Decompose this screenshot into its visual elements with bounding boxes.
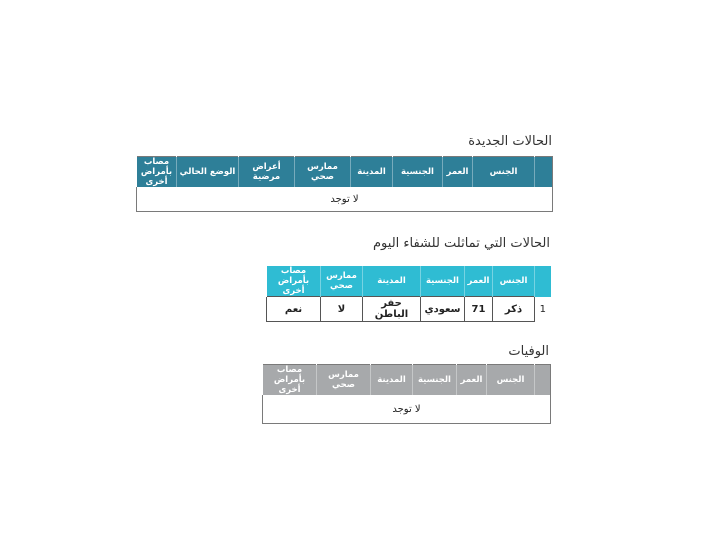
- col-nationality: الجنسية: [413, 365, 457, 396]
- row-number: 1: [539, 303, 546, 315]
- col-nationality: الجنسية: [393, 157, 443, 188]
- deaths-table: [262, 364, 551, 424]
- table-row: [267, 297, 551, 322]
- col-health-worker: ممارس صحي: [295, 157, 351, 188]
- recovered-header-row: [267, 266, 551, 297]
- col-health-worker: ممارس صحي: [321, 266, 363, 297]
- new-cases-empty-row: [137, 187, 553, 212]
- recovered-table: [266, 266, 551, 322]
- empty-text: لا توجد: [330, 193, 359, 205]
- col-city: المدينة: [351, 157, 393, 188]
- col-city: المدينة: [371, 365, 413, 396]
- col-gender: الجنس: [473, 157, 535, 188]
- deaths-title: الوفيات: [508, 344, 549, 359]
- cell-age: 71: [465, 297, 493, 322]
- col-other-diseases: مصاب بأمراض أخرى: [263, 365, 317, 396]
- col-status: الوضع الحالي: [177, 157, 239, 188]
- col-other-diseases: مصاب بأمراض أخرى: [267, 266, 321, 297]
- col-age: العمر: [465, 266, 493, 297]
- col-num: [535, 365, 551, 396]
- col-nationality: الجنسية: [421, 266, 465, 297]
- col-gender: الجنس: [493, 266, 535, 297]
- col-num: [535, 157, 553, 188]
- recovered-title: الحالات التي تماثلت للشفاء اليوم: [373, 236, 550, 251]
- col-other-diseases: مصاب بأمراض أخرى: [137, 157, 177, 188]
- col-age: العمر: [443, 157, 473, 188]
- cell-city: حفر الباطن: [363, 297, 421, 322]
- empty-text: لا توجد: [392, 403, 421, 415]
- new-cases-header-row: [137, 157, 553, 188]
- new-cases-table: [136, 156, 553, 212]
- col-num: [535, 266, 551, 297]
- col-symptoms: أعراض مرضية: [239, 157, 295, 188]
- col-health-worker: ممارس صحي: [317, 365, 371, 396]
- new-cases-title: الحالات الجديدة: [468, 134, 552, 149]
- cell-health-worker: لا: [321, 297, 363, 322]
- deaths-empty-row: [263, 395, 551, 424]
- col-gender: الجنس: [487, 365, 535, 396]
- col-city: المدينة: [363, 266, 421, 297]
- deaths-header-row: [263, 365, 551, 396]
- col-age: العمر: [457, 365, 487, 396]
- cell-nationality: سعودي: [421, 297, 465, 322]
- cell-gender: ذكر: [493, 297, 535, 322]
- cell-other-diseases: نعم: [267, 297, 321, 322]
